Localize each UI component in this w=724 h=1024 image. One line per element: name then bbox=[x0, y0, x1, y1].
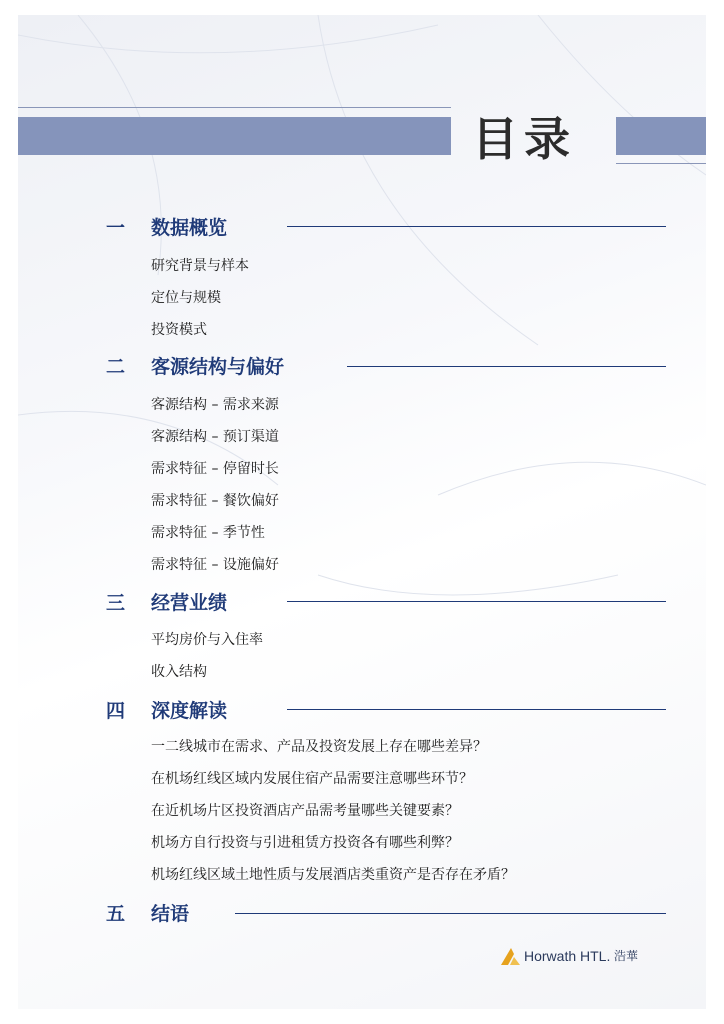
section-number-2: 二 bbox=[106, 356, 126, 378]
logo-brand-cn: 浩華 bbox=[614, 949, 639, 963]
section-rule-1 bbox=[287, 226, 666, 227]
section-rule-2 bbox=[347, 366, 666, 367]
header-band-right bbox=[616, 117, 706, 155]
section-rule-4 bbox=[287, 709, 666, 710]
section-rule-5 bbox=[235, 913, 666, 914]
header-rule-bottom-right bbox=[616, 163, 706, 164]
logo-brand-text: Horwath HTL. bbox=[524, 948, 611, 964]
toc-item[interactable]: 收入结构 bbox=[151, 664, 207, 680]
toc-item[interactable]: 在近机场片区投资酒店产品需考量哪些关键要素？ bbox=[151, 803, 459, 819]
header-band-left bbox=[18, 117, 451, 155]
header-rule-top-left bbox=[18, 107, 451, 108]
toc-item[interactable]: 机场方自行投资与引进租赁方投资各有哪些利弊？ bbox=[151, 835, 459, 851]
section-number-4: 四 bbox=[106, 700, 126, 722]
toc-item[interactable]: 需求特征 – 餐饮偏好 bbox=[151, 493, 279, 509]
page-title: 目录 bbox=[472, 112, 576, 166]
toc-item[interactable]: 需求特征 – 停留时长 bbox=[151, 461, 279, 477]
toc-item[interactable]: 平均房价与入住率 bbox=[151, 632, 263, 648]
section-number-1: 一 bbox=[106, 217, 126, 239]
section-title-5[interactable]: 结语 bbox=[151, 903, 190, 925]
toc-item[interactable]: 定位与规模 bbox=[151, 290, 221, 306]
section-rule-3 bbox=[287, 601, 666, 602]
section-title-4[interactable]: 深度解读 bbox=[151, 700, 228, 722]
toc-item[interactable]: 客源结构 – 需求来源 bbox=[151, 397, 279, 413]
toc-page bbox=[18, 15, 706, 1009]
toc-item[interactable]: 需求特征 – 设施偏好 bbox=[151, 557, 279, 573]
section-title-1[interactable]: 数据概览 bbox=[151, 217, 228, 239]
toc-item[interactable]: 机场红线区域土地性质与发展酒店类重资产是否存在矛盾？ bbox=[151, 867, 515, 883]
section-title-2[interactable]: 客源结构与偏好 bbox=[151, 356, 285, 378]
section-number-5: 五 bbox=[106, 903, 126, 925]
logo-mark-icon bbox=[500, 945, 522, 967]
toc-item[interactable]: 研究背景与样本 bbox=[151, 258, 249, 274]
toc-item[interactable]: 客源结构 – 预订渠道 bbox=[151, 429, 279, 445]
toc-item[interactable]: 在机场红线区域内发展住宿产品需要注意哪些环节？ bbox=[151, 771, 473, 787]
section-title-3[interactable]: 经营业绩 bbox=[151, 592, 228, 614]
toc-item[interactable]: 投资模式 bbox=[151, 322, 207, 338]
toc-item[interactable]: 一二线城市在需求、产品及投资发展上存在哪些差异？ bbox=[151, 739, 487, 755]
toc-item[interactable]: 需求特征 – 季节性 bbox=[151, 525, 265, 541]
section-number-3: 三 bbox=[106, 592, 126, 614]
